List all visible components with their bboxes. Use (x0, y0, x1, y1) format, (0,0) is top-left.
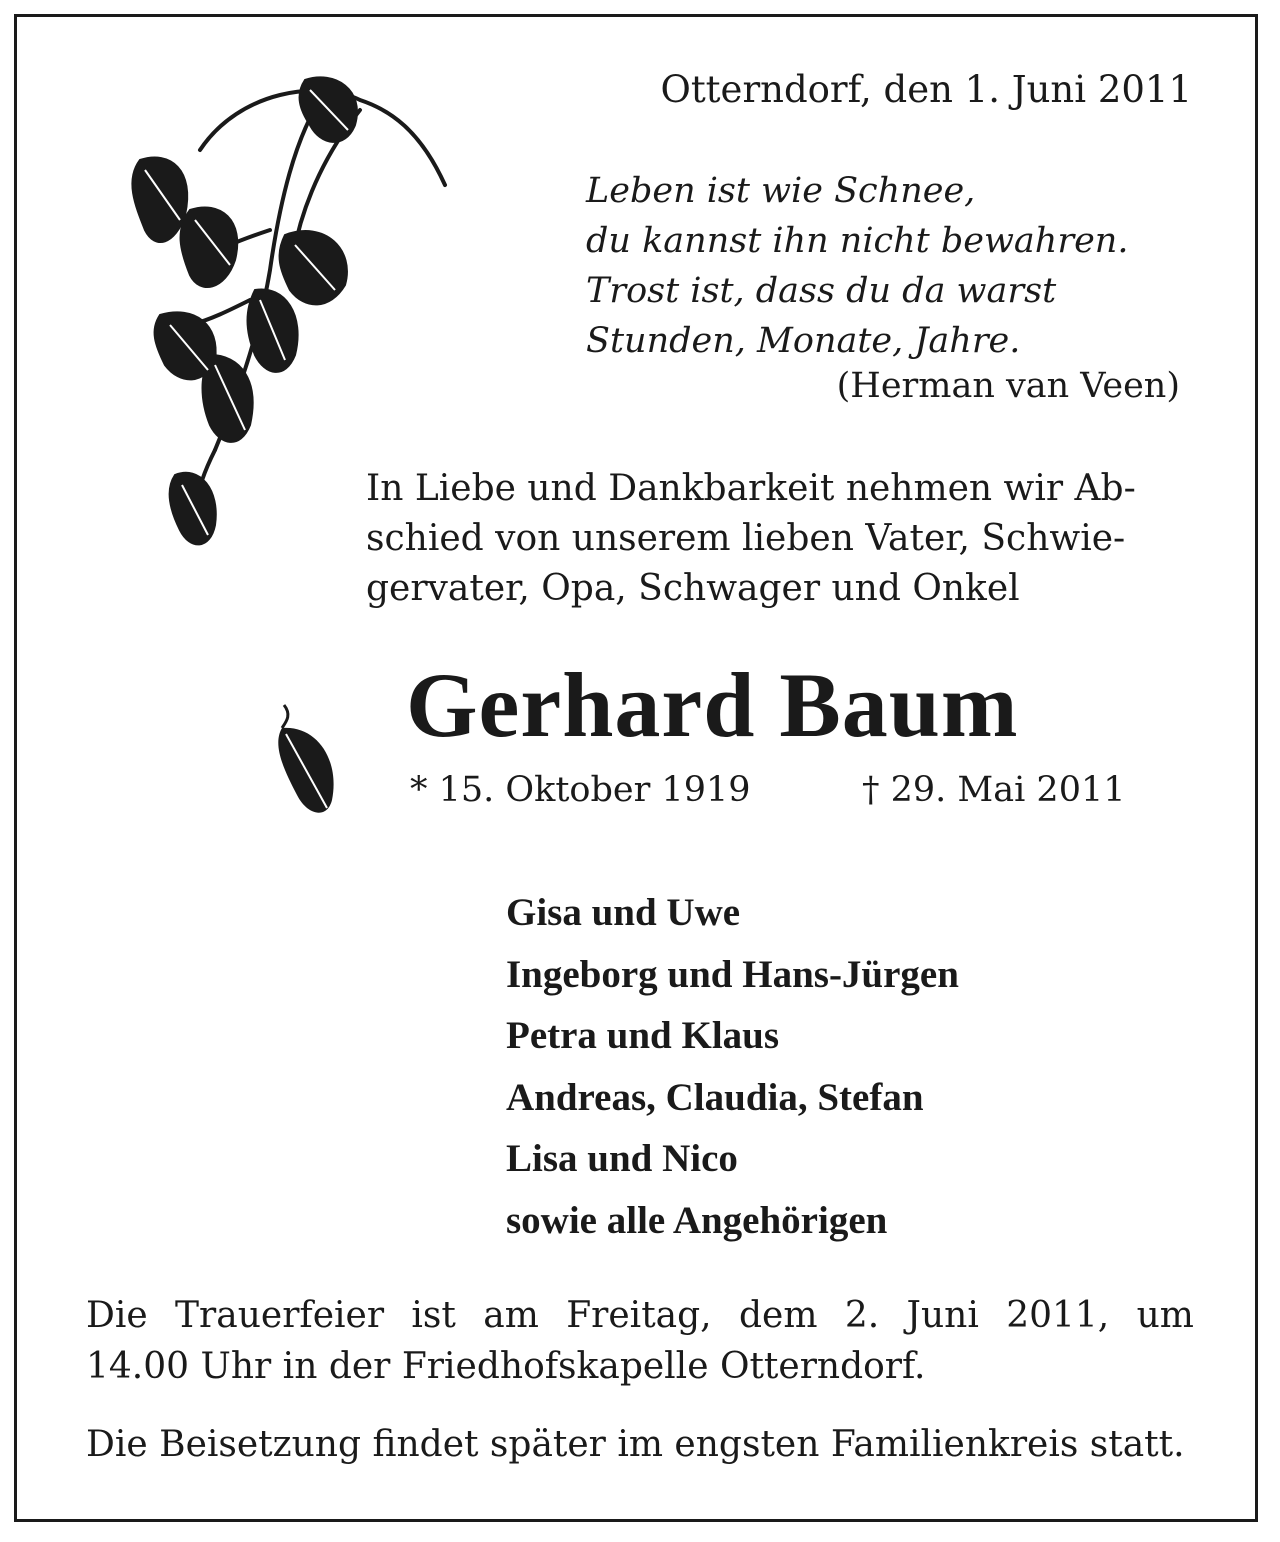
deceased-name: Gerhard Baum (406, 654, 1019, 756)
service-word: Die (86, 1295, 148, 1336)
poem-line: Leben ist wie Schnee, (586, 171, 976, 211)
service-word: ist (411, 1295, 456, 1336)
service-word: am (483, 1295, 539, 1336)
intro-line: schied von unserem lieben Vater, Schwie- (366, 518, 1126, 559)
service-line-2: 14.00 Uhr in der Friedhofskapelle Otterndorf. (86, 1346, 926, 1387)
burial-info: Die Beisetzung findet später im engsten Familienkreis statt. (86, 1424, 1185, 1465)
poem-author: (Herman van Veen) (836, 366, 1180, 406)
poem-line: Trost ist, dass du da warst (586, 271, 1057, 311)
place-date: Otterndorf, den 1. Juni 2011 (660, 68, 1192, 111)
poem-line: du kannst ihn nicht bewahren. (586, 221, 1129, 261)
poem (586, 166, 1128, 366)
mourner-entry: Ingeborg und Hans-Jürgen (506, 952, 959, 996)
mourners-list (506, 882, 959, 1251)
service-word: 2. (844, 1295, 880, 1336)
service-word: Freitag, (566, 1295, 712, 1336)
service-line-1 (86, 1290, 1194, 1341)
funeral-service-info (86, 1290, 1194, 1392)
farewell-intro (366, 464, 1192, 614)
falling-leaf-icon (272, 700, 342, 820)
birth-date: * 15. Oktober 1919 (410, 770, 751, 810)
mourner-entry: sowie alle Angehörigen (506, 1198, 888, 1242)
intro-line: In Liebe und Dankbarkeit nehmen wir Ab- (366, 468, 1136, 509)
poem-line: Stunden, Monate, Jahre. (586, 321, 1021, 361)
mourner-entry: Lisa und Nico (506, 1137, 738, 1180)
service-word: um (1136, 1295, 1194, 1336)
death-date: † 29. Mai 2011 (862, 770, 1126, 810)
mourner-entry: Andreas, Claudia, Stefan (506, 1075, 924, 1119)
mourner-entry: Petra und Klaus (506, 1014, 780, 1057)
mourner-entry: Gisa und Uwe (506, 891, 741, 934)
service-word: 2011, (1006, 1295, 1110, 1336)
service-word: Juni (906, 1295, 979, 1336)
intro-line: gervater, Opa, Schwager und Onkel (366, 568, 1020, 609)
service-word: Trauerfeier (175, 1295, 385, 1336)
service-word: dem (738, 1295, 818, 1336)
